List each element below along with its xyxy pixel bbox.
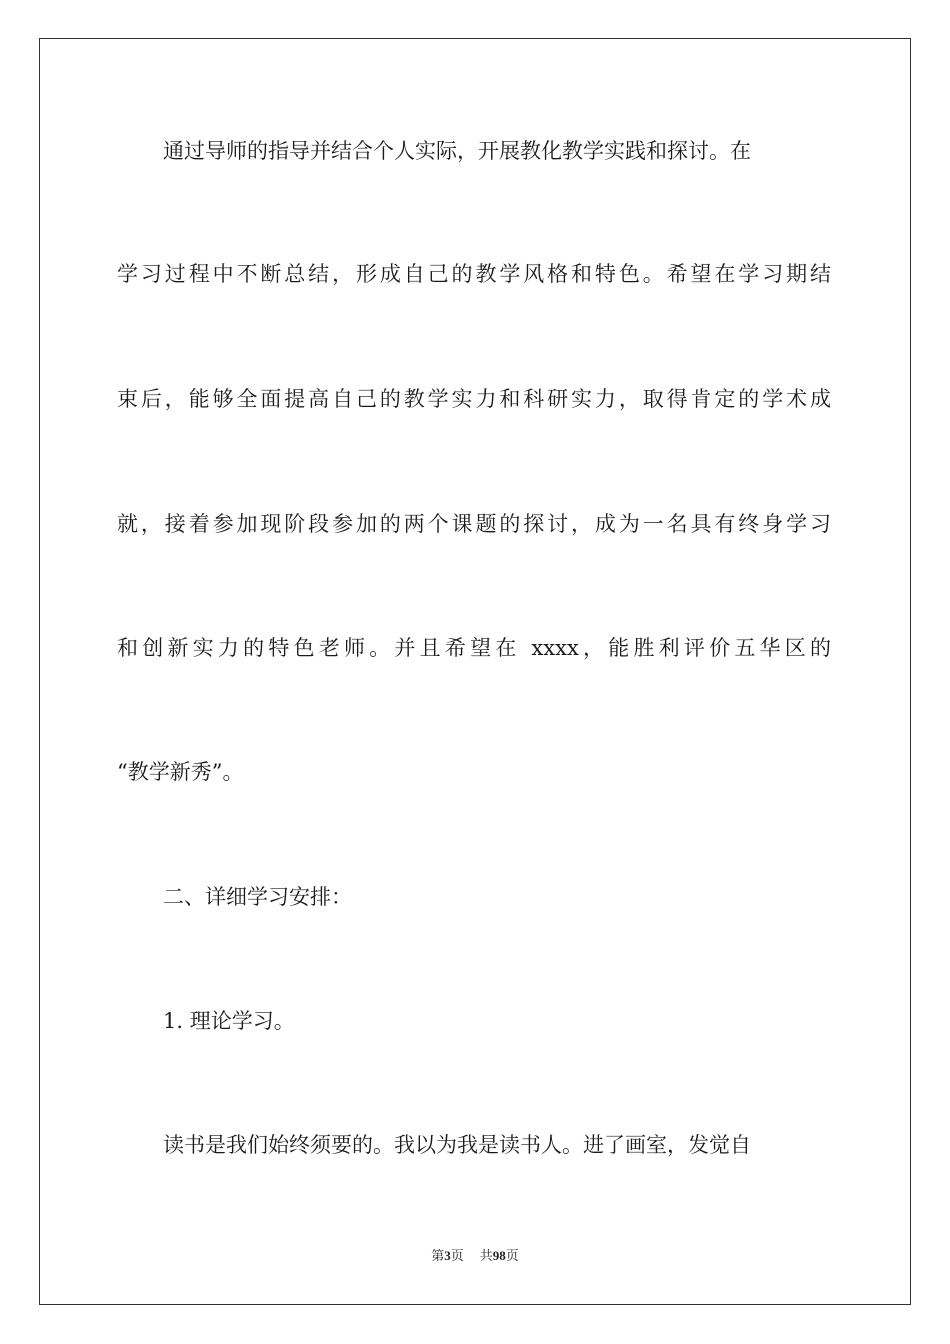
paragraph-line-5: 和创新实力的特色老师。并且希望在 xxxx，能胜利评价五华区的: [117, 636, 831, 660]
paragraph-line-4: 就，接着参加现阶段参加的两个课题的探讨，成为一名具有终身学习: [117, 512, 831, 536]
page-number: 3: [444, 1248, 451, 1263]
paragraph-line-1: 通过导师的指导并结合个人实际，开展教化教学实践和探讨。在: [163, 139, 751, 163]
page-prefix: 第: [431, 1248, 445, 1263]
total-prefix: 共: [479, 1248, 493, 1263]
paragraph-line-6: “教学新秀”。: [117, 760, 244, 784]
paragraph-line-3: 束后，能够全面提高自己的教学实力和科研实力，取得肯定的学术成: [117, 387, 831, 411]
page-border: [39, 38, 911, 1305]
page-footer: [0, 1247, 950, 1265]
paragraph-line-9: 读书是我们始终须要的。我以为我是读书人。进了画室，发觉自: [163, 1133, 751, 1157]
section-heading: 二、详细学习安排：: [163, 885, 352, 909]
total-suffix: 页: [505, 1248, 519, 1263]
page-suffix: 页: [450, 1248, 464, 1263]
subsection-heading: 1. 理论学习。: [163, 1009, 295, 1033]
paragraph-line-2: 学习过程中不断总结，形成自己的教学风格和特色。希望在学习期结: [117, 262, 831, 286]
total-pages: 98: [492, 1248, 506, 1263]
